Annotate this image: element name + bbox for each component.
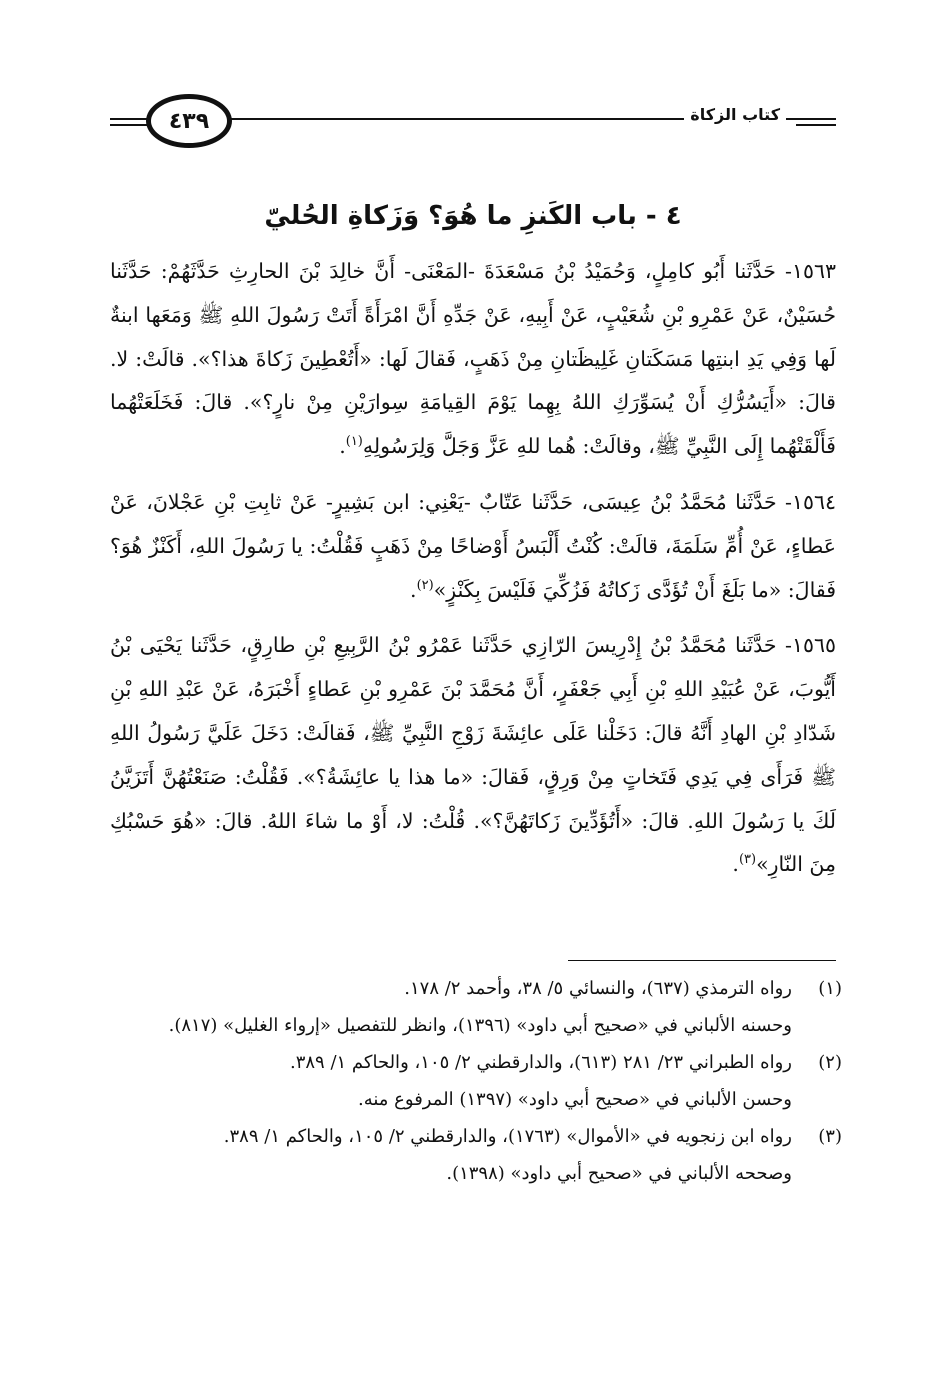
book-title: كتاب الزكاة [684, 105, 786, 124]
footnote-number: (٢) [818, 1052, 842, 1073]
page-number: ٤٣٩ [168, 108, 210, 134]
footnote-line: وصححه الألباني في «صحيح أبي داود» (١٣٩٨). [446, 1163, 792, 1184]
footnote-line: رواه ابن زنجويه في «الأموال» (١٧٦٣)، والدارقطني ٢/ ١٠٥، والحاكم ١/ ٣٨٩. [223, 1126, 792, 1147]
footnote [106, 970, 842, 1044]
footnote-line: وحسنه الألباني في «صحيح أبي داود» (١٣٩٦)، وانظر للتفصيل «إرواء الغليل» (٨١٧). [168, 1015, 792, 1036]
header-rule [110, 124, 150, 126]
page-number-badge [146, 94, 232, 148]
footnote-number: (٣) [818, 1126, 842, 1147]
page-header [110, 92, 836, 152]
main-text [110, 250, 836, 899]
footnote-reference: (٣) [738, 852, 757, 868]
footnote [106, 1044, 842, 1118]
hadith-text: ١٥٦٣- حَدَّثَنا أَبُو كامِلٍ، وَحُمَيْدُ بْنُ مَسْعَدَةَ -المَعْنَى- أَنَّ خالِدَ بْنَ الحارِثِ حَدَّثَهُمْ: حَدَّثَنا حُسَيْنٌ، عَنْ عَمْرِو بْنِ شُعَيْبٍ، عَنْ أَبِيهِ، عَنْ جَدِّهِ أَنَّ امْرَأَةً أَتَتْ رَسُولَ اللهِ ﷺ وَمَعَها ابنةٌ لَها وَفِي يَدِ ابنتِها مَسَكَتانِ غَلِيظَتانِ مِنْ ذَهَبٍ، فَقالَ لَها: «أَتُعْطِينَ زَكاةَ هذا؟». قالَتْ: لا. قالَ: «أَيَسُرُّكِ أَنْ يُسَوِّرَكِ اللهُ بِهِما يَوْمَ القِيامَةِ سِوارَيْنِ مِنْ نارٍ؟». قالَ: فَخَلَعَتْهُما فَأَلْقَتْهُما إِلَى النَّبِيِّ ﷺ، وقالَتْ: هُما للهِ عَزَّ وَجَلَّ وَلِرَسُولِهِ [110, 259, 836, 459]
footnote-reference: (١) [345, 434, 363, 450]
footnote-line: رواه الطبراني ٢٣/ ٢٨١ (٦١٣)، والدارقطني ٢/ ١٠٥، والحاكم ١/ ٣٨٩. [289, 1052, 792, 1073]
hadith-paragraph: ١٥٦٥- حَدَّثَنا مُحَمَّدُ بْنُ إِدْرِيسَ الرّازِي حَدَّثَنا عَمْرُو بْنُ الرَّبِيعِ بْنِ طارِقٍ، حَدَّثَنا يَحْيَى بْنُ أَيُّوبَ، عَنْ عُبَيْدِ اللهِ بْنِ أَبِي جَعْفَرٍ، أَنَّ مُحَمَّدَ بْنَ عَمْرِو بْنِ عَطاءٍ أَخْبَرَهُ، عَنْ عَبْدِ اللهِ بْنِ شَدّادِ بْنِ الهادِ أَنَّهُ قالَ: دَخَلْنا عَلَى عائِشَةَ زَوْجِ النَّبِيِّ ﷺ، فَقالَتْ: دَخَلَ عَلَيَّ رَسُولُ اللهِ ﷺ فَرَأَى فِي يَدِي فَتَخاتٍ مِنْ وَرِقٍ، فَقالَ: «ما هذا يا عائِشَةُ؟». فَقُلْتُ: صَنَعْتُهُنَّ أَتَزَيَّنُ لَكَ يا رَسُولَ اللهِ. قالَ: «أَتُؤَدِّينَ زَكاتَهُنَّ؟». قُلْتُ: لا، أَوْ ما شاءَ اللهُ. قالَ: «هُوَ حَسْبُكِ مِنَ النّارِ»$^{(٣)}$. [110, 633, 836, 877]
hadith-text: ١٥٦٤- حَدَّثَنا مُحَمَّدُ بْنُ عِيسَى، حَدَّثَنا عَتّابٌ -يَعْنِي: ابن بَشِيرٍ- عَنْ ثابِتِ بْنِ عَجْلانَ، عَنْ عَطاءٍ، عَنْ أُمِّ سَلَمَةَ، قالَتْ: كُنْتُ أَلْبَسُ أَوْضاحًا مِنْ ذَهَبٍ فَقُلْتُ: يا رَسُولَ اللهِ، أَكَنْزٌ هُوَ؟ فَقالَ: «ما بَلَغَ أَنْ تُؤَدَّى زَكاتُهُ فَزُكِّيَ فَلَيْسَ بِكَنْزٍ» [110, 489, 836, 602]
footnote-line: وحسن الألباني في «صحيح أبي داود» (١٣٩٧) المرفوع منه. [358, 1089, 792, 1110]
footnote [106, 1118, 842, 1192]
header-rule [796, 124, 836, 126]
hadith-paragraph: ١٥٦٤- حَدَّثَنا مُحَمَّدُ بْنُ عِيسَى، حَدَّثَنا عَتّابٌ -يَعْنِي: ابن بَشِيرٍ- عَنْ ثابِتِ بْنِ عَجْلانَ، عَنْ عَطاءٍ، عَنْ أُمِّ سَلَمَةَ، قالَتْ: كُنْتُ أَلْبَسُ أَوْضاحًا مِنْ ذَهَبٍ فَقُلْتُ: يا رَسُولَ اللهِ، أَكَنْزٌ هُوَ؟ فَقالَ: «ما بَلَغَ أَنْ تُؤَدَّى زَكاتُهُ فَزُكِّيَ فَلَيْسَ بِكَنْزٍ»$^{(٢)}$. [110, 489, 836, 602]
footnote-line: رواه الترمذي (٦٣٧)، والنسائي ٥/ ٣٨، وأحمد ٢/ ١٧٨. [404, 978, 792, 999]
chapter-title: ٤ - باب الكَنزِ ما هُوَ؟ وَزَكاةِ الحُليّ [264, 201, 682, 232]
footnote-number: (١) [818, 978, 842, 999]
footnotes [106, 970, 842, 1192]
hadith-text: ١٥٦٥- حَدَّثَنا مُحَمَّدُ بْنُ إِدْرِيسَ الرّازِي حَدَّثَنا عَمْرُو بْنُ الرَّبِيعِ بْنِ طارِقٍ، حَدَّثَنا يَحْيَى بْنُ أَيُّوبَ، عَنْ عُبَيْدِ اللهِ بْنِ أَبِي جَعْفَرٍ، أَنَّ مُحَمَّدَ بْنَ عَمْرِو بْنِ عَطاءٍ أَخْبَرَهُ، عَنْ عَبْدِ اللهِ بْنِ شَدّادِ بْنِ الهادِ أَنَّهُ قالَ: دَخَلْنا عَلَى عائِشَةَ زَوْجِ النَّبِيِّ ﷺ، فَقالَتْ: دَخَلَ عَلَيَّ رَسُولُ اللهِ ﷺ فَرَأَى فِي يَدِي فَتَخاتٍ مِنْ وَرِقٍ، فَقالَ: «ما هذا يا عائِشَةُ؟». فَقُلْتُ: صَنَعْتُهُنَّ أَتَزَيَّنُ لَكَ يا رَسُولَ اللهِ. قالَ: «أَتُؤَدِّينَ زَكاتَهُنَّ؟». قُلْتُ: لا، أَوْ ما شاءَ اللهُ. قالَ: «هُوَ حَسْبُكِ مِنَ النّارِ» [110, 633, 836, 877]
footnote-reference: (٢) [416, 577, 434, 593]
hadith-paragraph: ١٥٦٣- حَدَّثَنا أَبُو كامِلٍ، وَحُمَيْدُ بْنُ مَسْعَدَةَ -المَعْنَى- أَنَّ خالِدَ بْنَ الحارِثِ حَدَّثَهُمْ: حَدَّثَنا حُسَيْنٌ، عَنْ عَمْرِو بْنِ شُعَيْبٍ، عَنْ أَبِيهِ، عَنْ جَدِّهِ أَنَّ امْرَأَةً أَتَتْ رَسُولَ اللهِ ﷺ وَمَعَها ابنةٌ لَها وَفِي يَدِ ابنتِها مَسَكَتانِ غَلِيظَتانِ مِنْ ذَهَبٍ، فَقالَ لَها: «أَتُعْطِينَ زَكاةَ هذا؟». قالَتْ: لا. قالَ: «أَيَسُرُّكِ أَنْ يُسَوِّرَكِ اللهُ بِهِما يَوْمَ القِيامَةِ سِوارَيْنِ مِنْ نارٍ؟». قالَ: فَخَلَعَتْهُما فَأَلْقَتْهُما إِلَى النَّبِيِّ ﷺ، وقالَتْ: هُما للهِ عَزَّ وَجَلَّ وَلِرَسُولِهِ$^{(١)}$. [110, 259, 836, 459]
footnote-divider [568, 960, 836, 961]
